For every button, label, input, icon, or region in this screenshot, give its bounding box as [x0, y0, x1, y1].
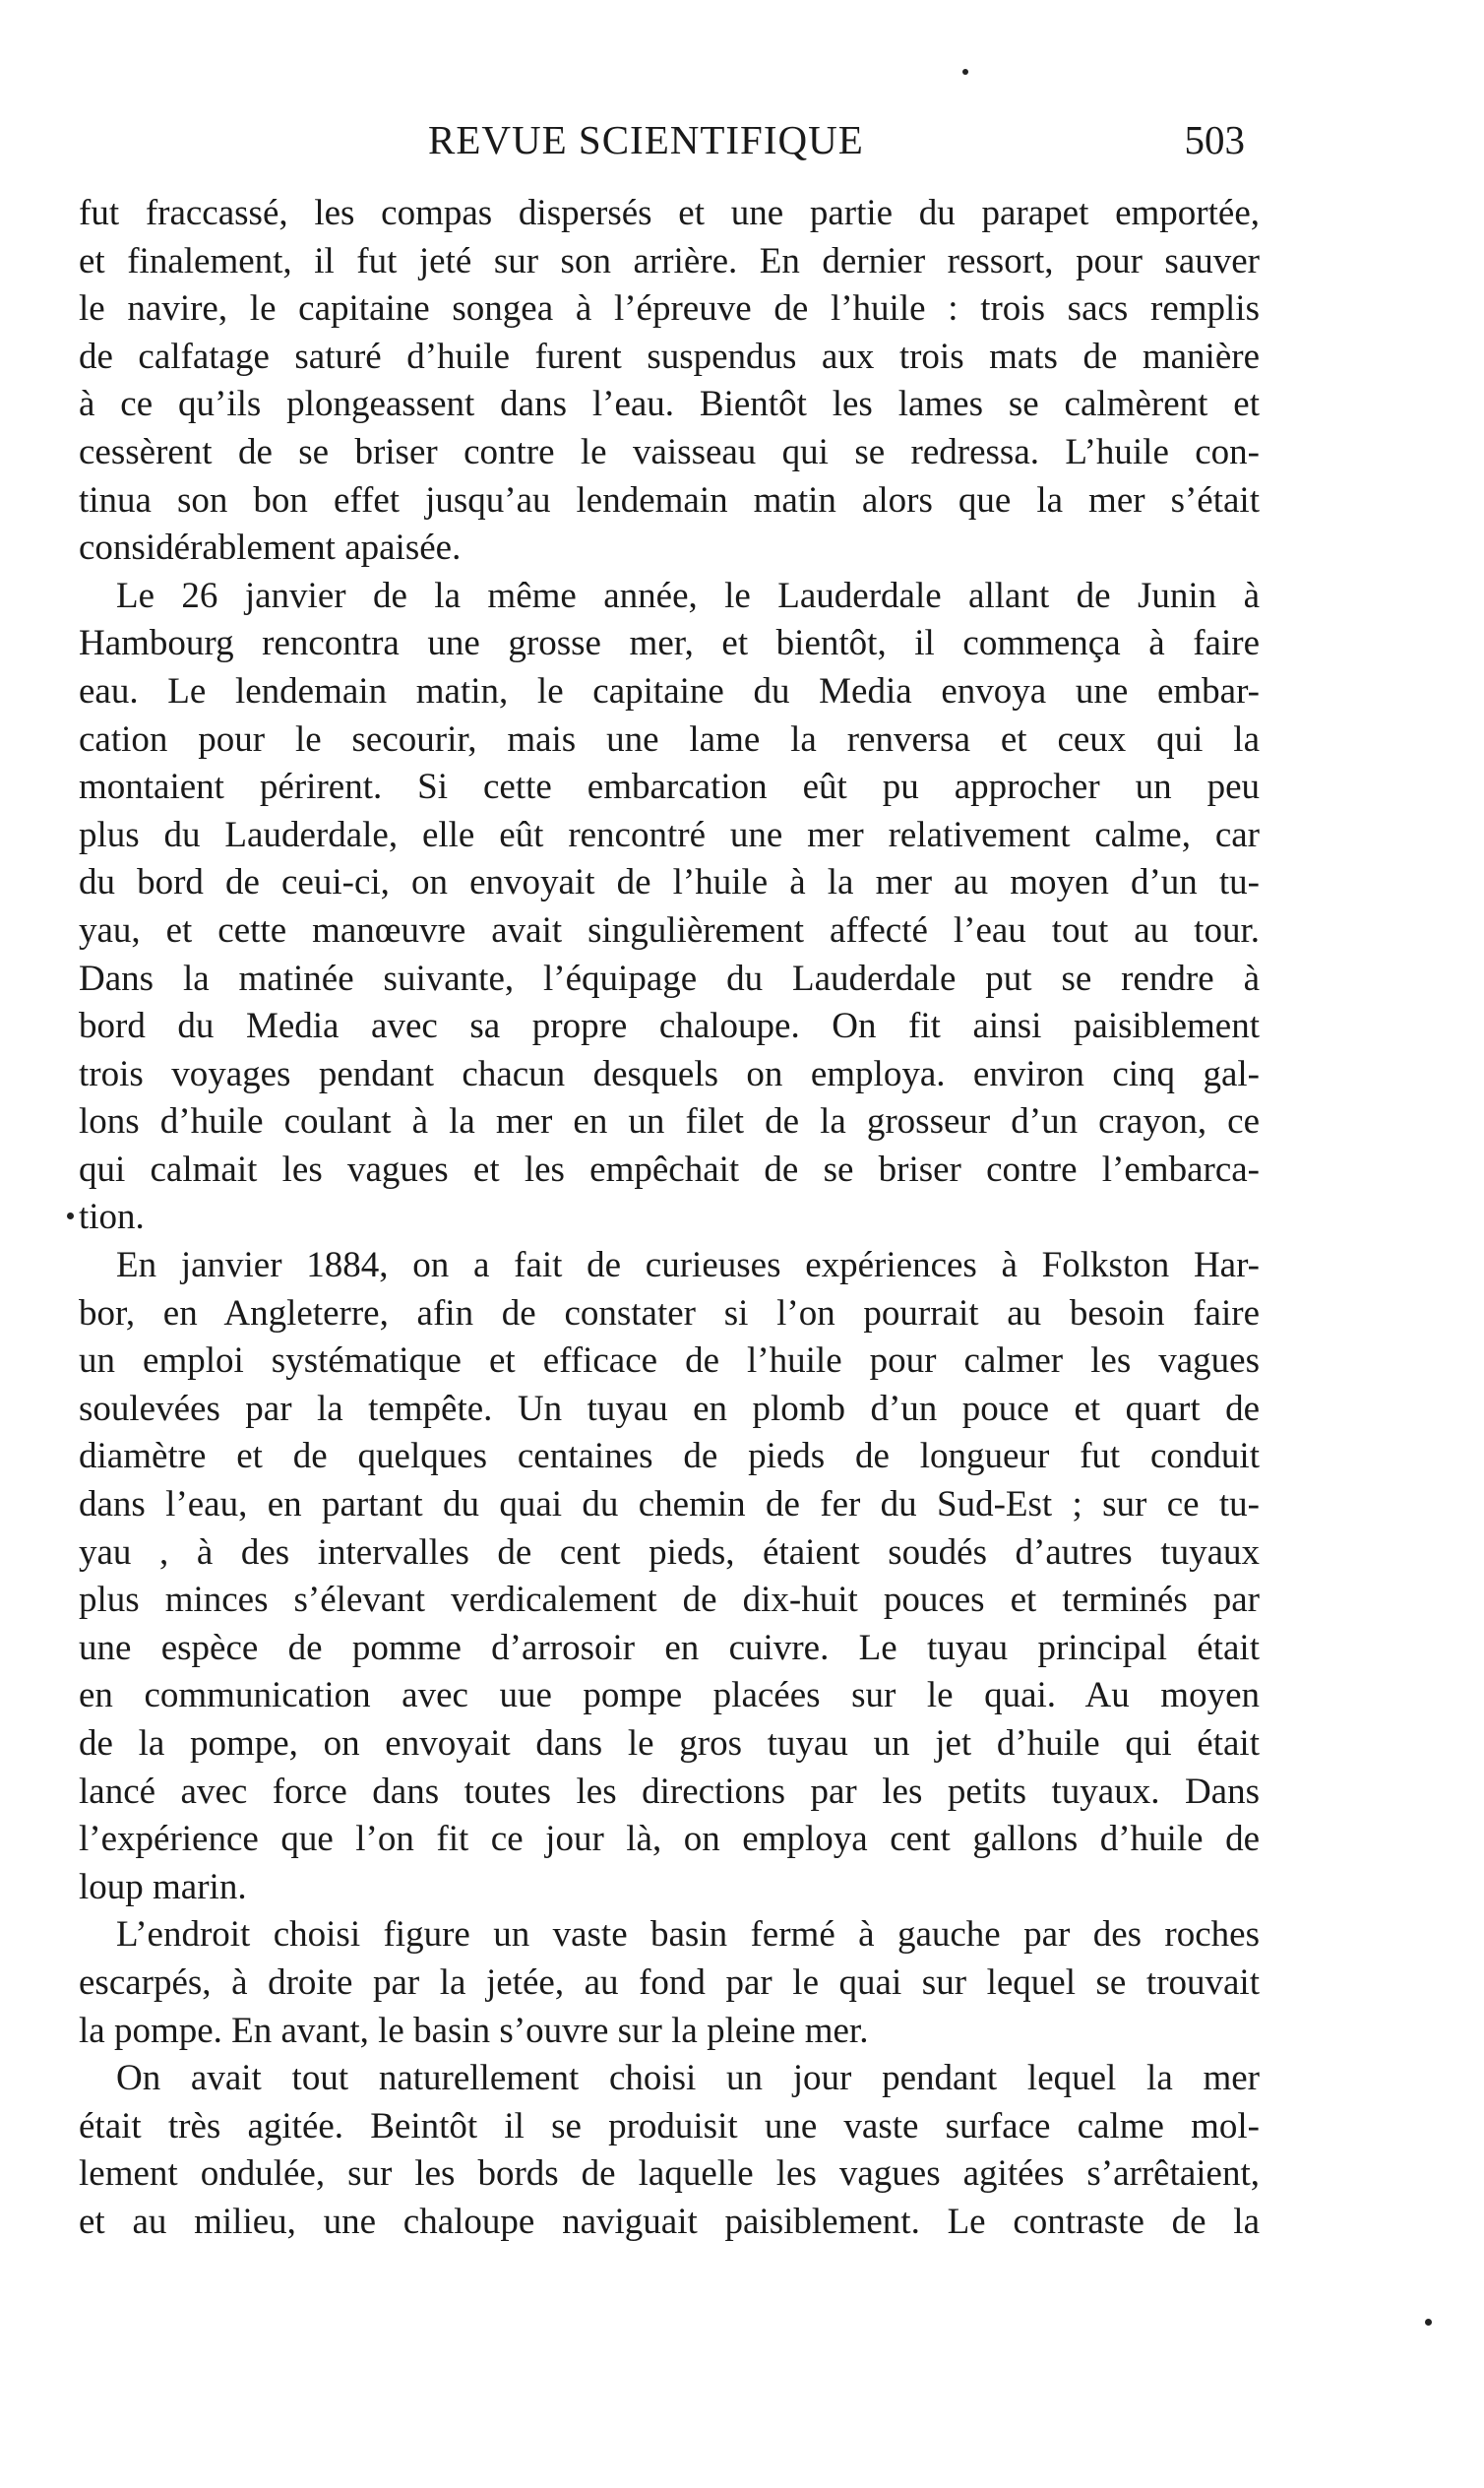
text-line: eau. Le lendemain matin, le capitaine du Media envoya une embar-	[79, 670, 1260, 712]
text-line: lons d’huile coulant à la mer en un filet de la grosseur d’un crayon, ce	[79, 1101, 1260, 1143]
running-title: REVUE SCIENTIFIQUE	[428, 117, 864, 162]
text-line: était très agitée. Beintôt il se produisit une vaste surface calme mol-	[79, 2105, 1260, 2146]
text-line: bord du Media avec sa propre chaloupe. On fit ainsi paisiblement	[79, 1006, 1260, 1047]
page-header	[79, 116, 1245, 175]
text-line: de la pompe, on envoyait dans le gros tuyau un jet d’huile qui était	[79, 1723, 1260, 1764]
text-line: dans l’eau, en partant du quai du chemin de fer du Sud-Est ; sur ce tu-	[79, 1484, 1260, 1525]
scan-speck	[962, 69, 968, 75]
text-line: l’expérience que l’on fit ce jour là, on employa cent gallons d’huile de	[79, 1819, 1260, 1860]
text-line: à ce qu’ils plongeassent dans l’eau. Bientôt les lames se calmèrent et	[79, 384, 1260, 425]
scan-speck	[1425, 2319, 1432, 2326]
text-line: yau , à des intervalles de cent pieds, étaient soudés d’autres tuyaux	[79, 1531, 1260, 1573]
text-line: une espèce de pomme d’arrosoir en cuivre. Le tuyau principal était	[79, 1627, 1260, 1668]
paragraph-first-line: Le 26 janvier de la même année, le Lauderdale allant de Junin à	[116, 575, 1260, 616]
article-body	[79, 190, 1260, 2247]
text-line: soulevées par la tempête. Un tuyau en plomb d’un pouce et quart de	[79, 1388, 1260, 1429]
text-line: plus du Lauderdale, elle eût rencontré une mer relativement calme, car	[79, 814, 1260, 855]
paragraph-first-line: On avait tout naturellement choisi un jour pendant lequel la mer	[116, 2058, 1260, 2099]
text-line: trois voyages pendant chacun desquels on employa. environ cinq gal-	[79, 1053, 1260, 1094]
text-line: tion.	[79, 1197, 145, 1238]
text-line: qui calmait les vagues et les empêchait de se briser contre l’embarca-	[79, 1149, 1260, 1190]
text-line: la pompe. En avant, le basin s’ouvre sur la pleine mer.	[79, 2010, 869, 2051]
paragraph-first-line: L’endroit choisi figure un vaste basin fermé à gauche par des roches	[116, 1914, 1260, 1956]
text-line: tinua son bon effet jusqu’au lendemain matin alors que la mer s’était	[79, 479, 1260, 521]
text-line: bor, en Angleterre, afin de constater si l’on pourrait au besoin faire	[79, 1292, 1260, 1334]
paragraph-first-line: En janvier 1884, on a fait de curieuses expériences à Folkston Har-	[116, 1245, 1260, 1286]
scan-speck	[67, 1213, 74, 1219]
text-line: et finalement, il fut jeté sur son arrière. En dernier ressort, pour sauver	[79, 240, 1260, 281]
page-number: 503	[1184, 117, 1245, 162]
text-line: cation pour le secourir, mais une lame la renversa et ceux qui la	[79, 718, 1260, 760]
text-line: le navire, le capitaine songea à l’épreuve de l’huile : trois sacs remplis	[79, 288, 1260, 330]
text-line: considérablement apaisée.	[79, 528, 462, 569]
text-line: lement ondulée, sur les bords de laquelle les vagues agitées s’arrêtaient,	[79, 2153, 1260, 2195]
text-line: un emploi systématique et efficace de l’huile pour calmer les vagues	[79, 1340, 1260, 1382]
text-line: lancé avec force dans toutes les directions par les petits tuyaux. Dans	[79, 1771, 1260, 1812]
text-line: du bord de ceui-ci, on envoyait de l’huile à la mer au moyen d’un tu-	[79, 862, 1260, 903]
text-line: Hambourg rencontra une grosse mer, et bientôt, il commença à faire	[79, 623, 1260, 664]
text-line: Dans la matinée suivante, l’équipage du Lauderdale put se rendre à	[79, 958, 1260, 999]
text-line: escarpés, à droite par la jetée, au fond par le quai sur lequel se trouvait	[79, 1961, 1260, 2003]
text-line: et au milieu, une chaloupe naviguait paisiblement. Le contraste de la	[79, 2201, 1260, 2242]
text-line: yau, et cette manœuvre avait singulièrement affecté l’eau tout au tour.	[79, 909, 1260, 951]
text-line: en communication avec uue pompe placées sur le quai. Au moyen	[79, 1675, 1260, 1716]
text-line: diamètre et de quelques centaines de pieds de longueur fut conduit	[79, 1436, 1260, 1477]
text-line: montaient périrent. Si cette embarcation eût pu approcher un peu	[79, 767, 1260, 808]
text-line: loup marin.	[79, 1866, 247, 1907]
text-line: cessèrent de se briser contre le vaisseau qui se redressa. L’huile con-	[79, 431, 1260, 472]
text-line: fut fraccassé, les compas dispersés et une partie du parapet emportée,	[79, 193, 1260, 233]
text-line: plus minces s’élevant verdicalement de dix-huit pouces et terminés par	[79, 1580, 1260, 1621]
text-line: de calfatage saturé d’huile furent suspendus aux trois mats de manière	[79, 336, 1260, 377]
